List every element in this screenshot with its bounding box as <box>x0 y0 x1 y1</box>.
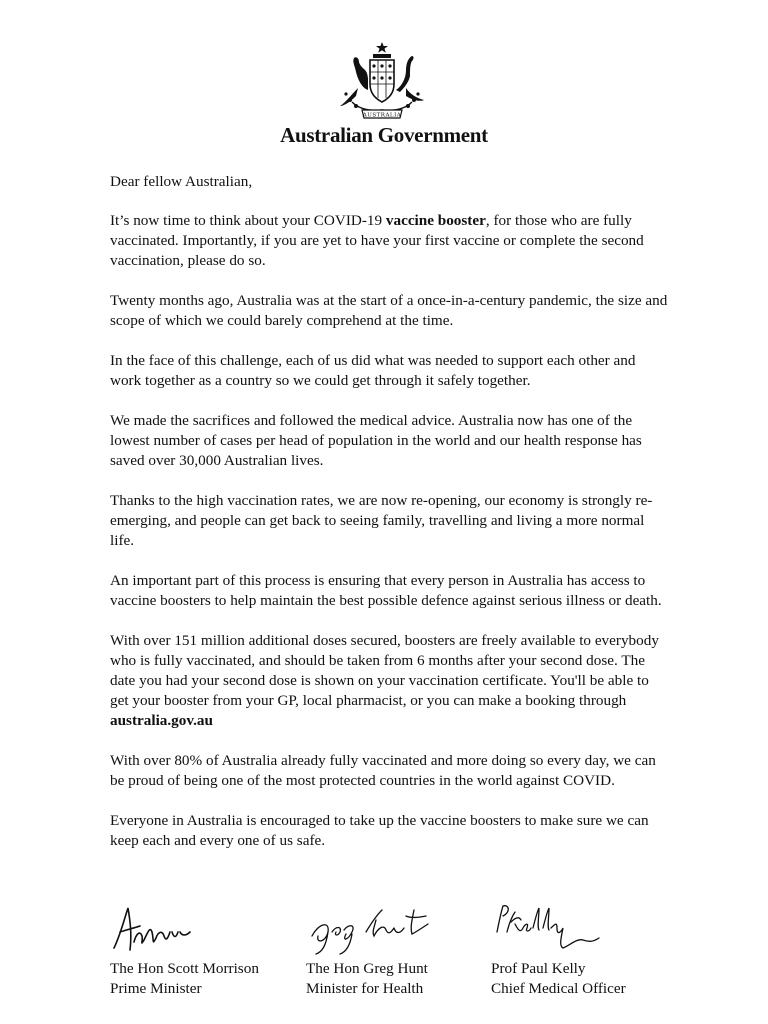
signatory-role: Chief Medical Officer <box>491 980 626 997</box>
paragraph-text: It’s now time to think about your COVID-19 <box>110 212 386 229</box>
paragraph-access: An important part of this process is ensuring that every person in Australia has access to vaccine boosters to help maintain the best possible defence against serious illness or death. <box>110 572 662 609</box>
paragraph-encouraged: Everyone in Australia is encouraged to take up the vaccine boosters to make sure we can keep each and every one of us safe. <box>110 812 649 849</box>
paragraph-sacrifices: We made the sacrifices and followed the medical advice. Australia now has one of the lowest number of cases per head of population in the world and our health response has saved over 30,000 Australian lives. <box>110 412 642 469</box>
government-title: Australian Government <box>280 123 488 147</box>
paragraph-pandemic: Twenty months ago, Australia was at the start of a once-in-a-century pandemic, the size and scope of which we could barely comprehend at the time. <box>110 292 668 329</box>
paragraph-protected: With over 80% of Australia already fully vaccinated and more doing so every day, we can be proud of being one of the most protected countries in the world against COVID. <box>110 752 656 789</box>
signature-hunt-icon <box>306 902 446 956</box>
signatory-morrison <box>110 902 290 999</box>
salutation: Dear fellow Australian, <box>110 173 253 190</box>
commonwealth-coat-of-arms-icon <box>332 40 432 122</box>
signatory-kelly <box>491 902 671 999</box>
vaccine-booster-emphasis: vaccine booster <box>385 212 486 229</box>
paragraph-doses <box>110 631 670 731</box>
svg-text:AUSTRALIA: AUSTRALIA <box>362 112 402 119</box>
signatory-name: The Hon Greg Hunt <box>306 960 428 977</box>
signature-section <box>0 902 768 1012</box>
letter-body <box>110 172 670 871</box>
signatory-role: Minister for Health <box>306 980 424 997</box>
paragraph-text: With over 151 million additional doses secured, boosters are freely available to everybody who is fully vaccinated, and should be taken from 6 months after your second dose. The date you had your second dose is shown on your vaccination certificate. You'll be able to get your booster from your GP, local pharmacist, or you can make a booking through <box>110 632 659 709</box>
paragraph-reopening: Thanks to the high vaccination rates, we are now re-opening, our economy is strongly re-emerging, and people can get back to seeing family, travelling and living a more normal life. <box>110 492 653 549</box>
signatory-role: Prime Minister <box>110 980 202 997</box>
signature-kelly-icon <box>491 902 611 956</box>
signature-morrison-icon <box>110 902 200 956</box>
paragraph-booster <box>110 211 670 271</box>
website-link[interactable]: australia.gov.au <box>110 712 213 729</box>
paragraph-challenge: In the face of this challenge, each of us did what was needed to support each other and work together as a country so we could get through it safely together. <box>110 352 636 389</box>
signatory-name: Prof Paul Kelly <box>491 960 586 977</box>
paragraph-text: , for those who are fully vaccinated. Importantly, if you are yet to have your first vaccine or complete the second vaccination, please do so. <box>110 212 644 269</box>
signatory-name: The Hon Scott Morrison <box>110 960 259 977</box>
signatory-hunt <box>306 902 486 999</box>
